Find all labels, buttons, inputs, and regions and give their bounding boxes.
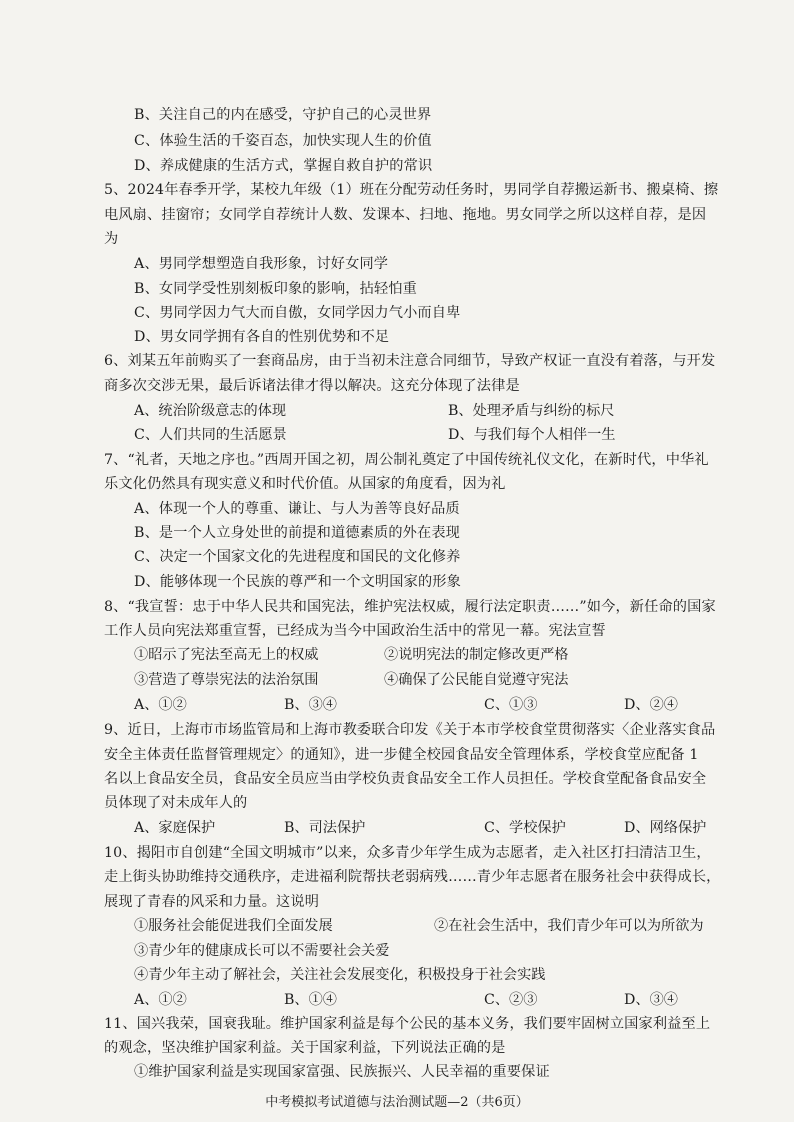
q7-option-b: B、是一个人立身处世的前提和道德素质的外在表现 [134,525,461,541]
q9-option-a: A、家庭保护 [134,820,216,836]
q10-option-c: C、②③ [484,992,538,1008]
q6-option-a: A、统治阶级意志的体现 [134,403,287,419]
q10-statement-2: ②在社会生活中，我们青少年可以为所欲为 [434,918,704,934]
q5-option-d: D、男女同学拥有各自的性别优势和不足 [134,329,390,345]
q10-statement-3: ③青少年的健康成长可以不需要社会关爱 [134,943,390,959]
q7-option-c: C、决定一个国家文化的先进程度和国民的文化修养 [134,549,461,565]
q10-option-b: B、①④ [284,992,337,1008]
q8-option-a: A、①② [134,697,187,713]
q9-option-c: C、学校保护 [484,820,566,836]
q9-stem-line-1: 9、近日，上海市市场监管局和上海市教委联合印发《关于本市学校食堂贯彻落实〈企业落实食品 [104,722,716,738]
q5-stem-line-1: 5、2024年春季开学，某校九年级（1）班在分配劳动任务时，男同学自荐搬运新书、搬桌椅、擦 [104,182,719,198]
q9-stem-line-2: 安全主体责任监督管理规定〉的通知》，进一步健全校园食品安全管理体系，学校食堂应配备 1 [104,747,699,763]
q5-option-c: C、男同学因力气大而自傲，女同学因力气小而自卑 [134,305,461,321]
q10-statement-1: ①服务社会能促进我们全面发展 [134,918,333,934]
q6-option-c: C、人们共同的生活愿景 [134,427,287,443]
q6-stem-line-2: 商多次交涉无果，最后诉诸法律才得以解决。这充分体现了法律是 [104,378,520,394]
q9-stem-line-4: 员体现了对未成年人的 [104,795,248,811]
q8-stem-line-2: 工作人员向宪法郑重宣誓，已经成为当今中国政治生活中的常见一幕。宪法宣誓 [104,623,606,639]
q10-statement-4: ④青少年主动了解社会，关注社会发展变化，积极投身于社会实践 [134,967,546,983]
q9-option-b: B、司法保护 [284,820,366,836]
q10-stem-line-2: 走上街头协助维持交通秩序，走进福利院帮扶老弱病残……青少年志愿者在服务社会中获得成长， [104,869,721,885]
q6-option-d: D、与我们每个人相伴一生 [448,427,616,443]
q5-stem-line-2: 电风扇、挂窗帘；女同学自荐统计人数、发课本、扫地、拖地。男女同学之所以这样自荐，是因 [104,207,707,223]
q11-stem-line-1: 11、国兴我荣，国衰我耻。维护国家利益是每个公民的基本义务，我们要牢固树立国家利益至上 [104,1016,711,1032]
q10-stem-line-3: 展现了青春的风采和力量。这说明 [104,894,320,910]
q4-option-c: C、体验生活的千姿百态，加快实现人生的价值 [134,133,432,149]
q7-stem-line-1: 7、“礼者，天地之序也。”西周开国之初，周公制礼奠定了中国传统礼仪文化，在新时代，中华礼 [104,452,709,468]
q8-statement-2: ②说明宪法的制定修改更严格 [384,647,569,663]
q11-statement-1: ①维护国家利益是实现国家富强、民族振兴、人民幸福的重要保证 [134,1064,550,1080]
q6-stem-line-1: 6、刘某五年前购买了一套商品房，由于当初未注意合同细节，导致产权证一直没有着落，与开发 [104,353,716,369]
q5-option-a: A、男同学想塑造自我形象，讨好女同学 [134,256,389,272]
q5-stem-line-3: 为 [104,231,119,247]
q4-option-b: B、关注自己的内在感受，守护自己的心灵世界 [134,107,432,123]
q8-statement-1: ①昭示了宪法至高无上的权威 [134,647,319,663]
q10-option-d: D、③④ [624,992,678,1008]
q11-stem-line-2: 的观念，坚决维护国家利益。关于国家利益，下列说法正确的是 [104,1040,506,1056]
q7-option-d: D、能够体现一个民族的尊严和一个文明国家的形象 [134,574,461,590]
q9-option-d: D、网络保护 [624,820,707,836]
page-footer: 中考模拟考试道德与法治测试题—2（共6页） [265,1095,529,1110]
q8-statement-3: ③营造了尊崇宪法的法治氛围 [134,672,319,688]
q7-stem-line-2: 乐文化仍然具有现实意义和时代价值。从国家的角度看，因为礼 [104,476,506,492]
q6-option-b: B、处理矛盾与纠纷的标尺 [448,403,615,419]
q7-option-a: A、体现一个人的尊重、谦让、与人为善等良好品质 [134,501,460,517]
q5-option-b: B、女同学受性别刻板印象的影响，拈轻怕重 [134,281,417,297]
q4-option-d: D、养成健康的生活方式，掌握自救自护的常识 [134,158,433,174]
q10-option-a: A、①② [134,992,187,1008]
q8-option-d: D、②④ [624,697,678,713]
q10-stem-line-1: 10、揭阳市自创建“全国文明城市”以来，众多青少年学生成为志愿者，走入社区打扫清洁卫生， [104,845,711,861]
q9-stem-line-3: 名以上食品安全员，食品安全员应当由学校负责食品安全工作人员担任。学校食堂配备食品安全 [104,771,707,787]
q8-statement-4: ④确保了公民能自觉遵守宪法 [384,672,569,688]
q8-option-b: B、③④ [284,697,337,713]
q8-option-c: C、①③ [484,697,538,713]
q8-stem-line-1: 8、“我宣誓：忠于中华人民共和国宪法，维护宪法权威，履行法定职责……”如今，新任命的国家 [104,599,716,615]
